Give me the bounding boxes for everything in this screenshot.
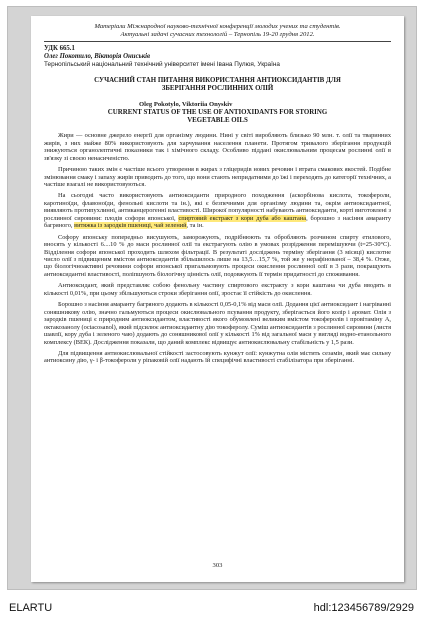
paragraph-7: Для підвищення антиокислювальної стійкості застосовують кунжут олії: кунжутна олія містить сезамін, який має сильну антиоксину дію, γ- і β-токофероли у ріпаковій олії надають їй специфічні властивості стабілізатора при зберіганні. [44,350,391,365]
paragraph-2: Причиною таких змін є частіше всього утворення в жирах з гліцеридів нових речовин і втрата смакових якостей. Подібне змінювання смаку і запаху жирів приводить до того, що вони стають непридатними до їжі і переходять до категорії технічних, а частіше взагалі не використовуються. [44,166,391,188]
udk-code: УДК 665.1 [44,44,75,52]
paragraph-3-text-a: На сьогодні часто використовують антиоксиданти природного походження (аскорбінова кислота, токофероли, каротиноїди, флавоноїди, фенольні кислоти та ін.), які є безпечними для організму людини та, окрім антиоксидантної, виявляють протипухлинні, антиканцерогенні властивості. Широкої популярності набувають антиоксиданти, корті виготовлені з рослинної сировини: плодів софори японської, [44,192,391,222]
title-ua-line1: СУЧАСНИЙ СТАН ПИТАННЯ ВИКОРИСТАННЯ АНТИОКСИДАНТІВ ДЛЯ [94,77,341,85]
paragraph-3-text-b: , борошно з насіння амаранту багряного, [44,214,391,230]
footer-bar [0,598,424,620]
header-rule [44,41,391,42]
authors-ua: Олег Покотило, Вікторія Ониськів [44,53,151,61]
highlight-2[interactable]: витяжка із зародків пшениці, чай зелений [74,222,187,230]
page-number: 303 [212,562,223,569]
footer-repository[interactable]: ELARTU [9,602,53,614]
paragraph-6: Борошно з насіння амаранту багряного додають в кількості 0,05-0,1% від маси олії. Додання цієї антиоксидант і нагріванні соняшникову олію, значно гальмуються процеси окислювального псування продукту, зберігається його колір і аромат. Олія з зародків пшениці є природним антиоксидантом, властивості якого обумовлені великим вмістом токоферолів і провітаміну А, октакозанолу (octacosanol), який підсилює антиоксидантну дію токоферолу. Суміш антиоксидантів з рослинної сировини (листя шавлії, кору дуба і зеленого чаю) додають до соняшникової олії у кількості 1% від загальної маси у вигляді водно-етанольного комплексу (ВЕК). Дослідження показали, що даний комплекс відвищує антиокислювальну стабільність у 1,5 рази. [44,301,391,346]
document-page [31,16,404,582]
authors-en: Oleg Pokotylo, Viktoriia Onyskiv [139,100,233,108]
affiliation: Тернопільський національний технічний університет імені Івана Пулюя, Україна [44,61,280,69]
footer-handle[interactable]: hdl:123456789/2929 [313,602,414,614]
running-header-line1: Матеріали Міжнародної науково-технічної конференції молодих учених та студентів. [94,23,341,30]
running-header-line2: Актуальні задачі сучасних технологій – Тернопіль 19-20 грудня 2012. [120,31,315,39]
paragraph-3-text-c: , та ін. [186,222,204,230]
highlight-1[interactable]: спиртовий екстракт з кори дуба або каштана [178,214,307,222]
title-en-line1: CURRENT STATUS OF THE USE OF ANTIOXIDANTS FOR STORING [107,108,328,116]
paragraph-4: Софору японську попередньо висушують, заморожують, подрібнюють та обробляють розчином спирту етилового, вносять у кількості 6....10 % до маси рослинної олії та екстрагують олію в умовах розрідження перемішуючи (t=25-30°С). Відділення софори японської проходить шляхом фільтрації. В результаті досліджень терміну зберігання (3 місяці) кислотне число олії з підвищеним вмістом антиоксидантів збільшилось лише на 13,5…15,7 %, той же у нерафінованої – 38,4 %. Отже, що біологічноактивні речовини софори японської пригальмовують процеси окислення рослинної олії в 3 рази, покращують антиоксидантні властивості, поліпшують біологічну цінність олії, подовжують її термін придатності до споживання. [44,233,391,278]
paragraph-3 [44,192,391,229]
paragraph-1: Жири — основне джерело енергії для організму людини. Нині у світі виробляють близько 90 млн. т. олії та тваринних жирів, з них майже 80% використовують для харчування населення планети. Протягом тривалого зберігання продукцій знижуються органолептичні показники так і хімічного складу. Особливо піддані окислювальним процесам рослинні олії в зв'язку зі своєю ненасиченістю. [44,132,391,162]
title-ua-line2: ЗБЕРІГАННЯ РОСЛИННИХ ОЛІЙ [161,85,274,93]
document-viewer [7,6,417,590]
page-content [44,23,391,369]
paragraph-5: Антиоксидант, який представляє собою фенольну частину спиртового екстракту з кори каштана чи дуба вводять в кількості 0,01%, при цьому збільшуються строки зберігання олії, зростає її стійкість до окислення. [44,282,391,297]
title-en-line2: VEGETABLE OILS [187,117,248,125]
